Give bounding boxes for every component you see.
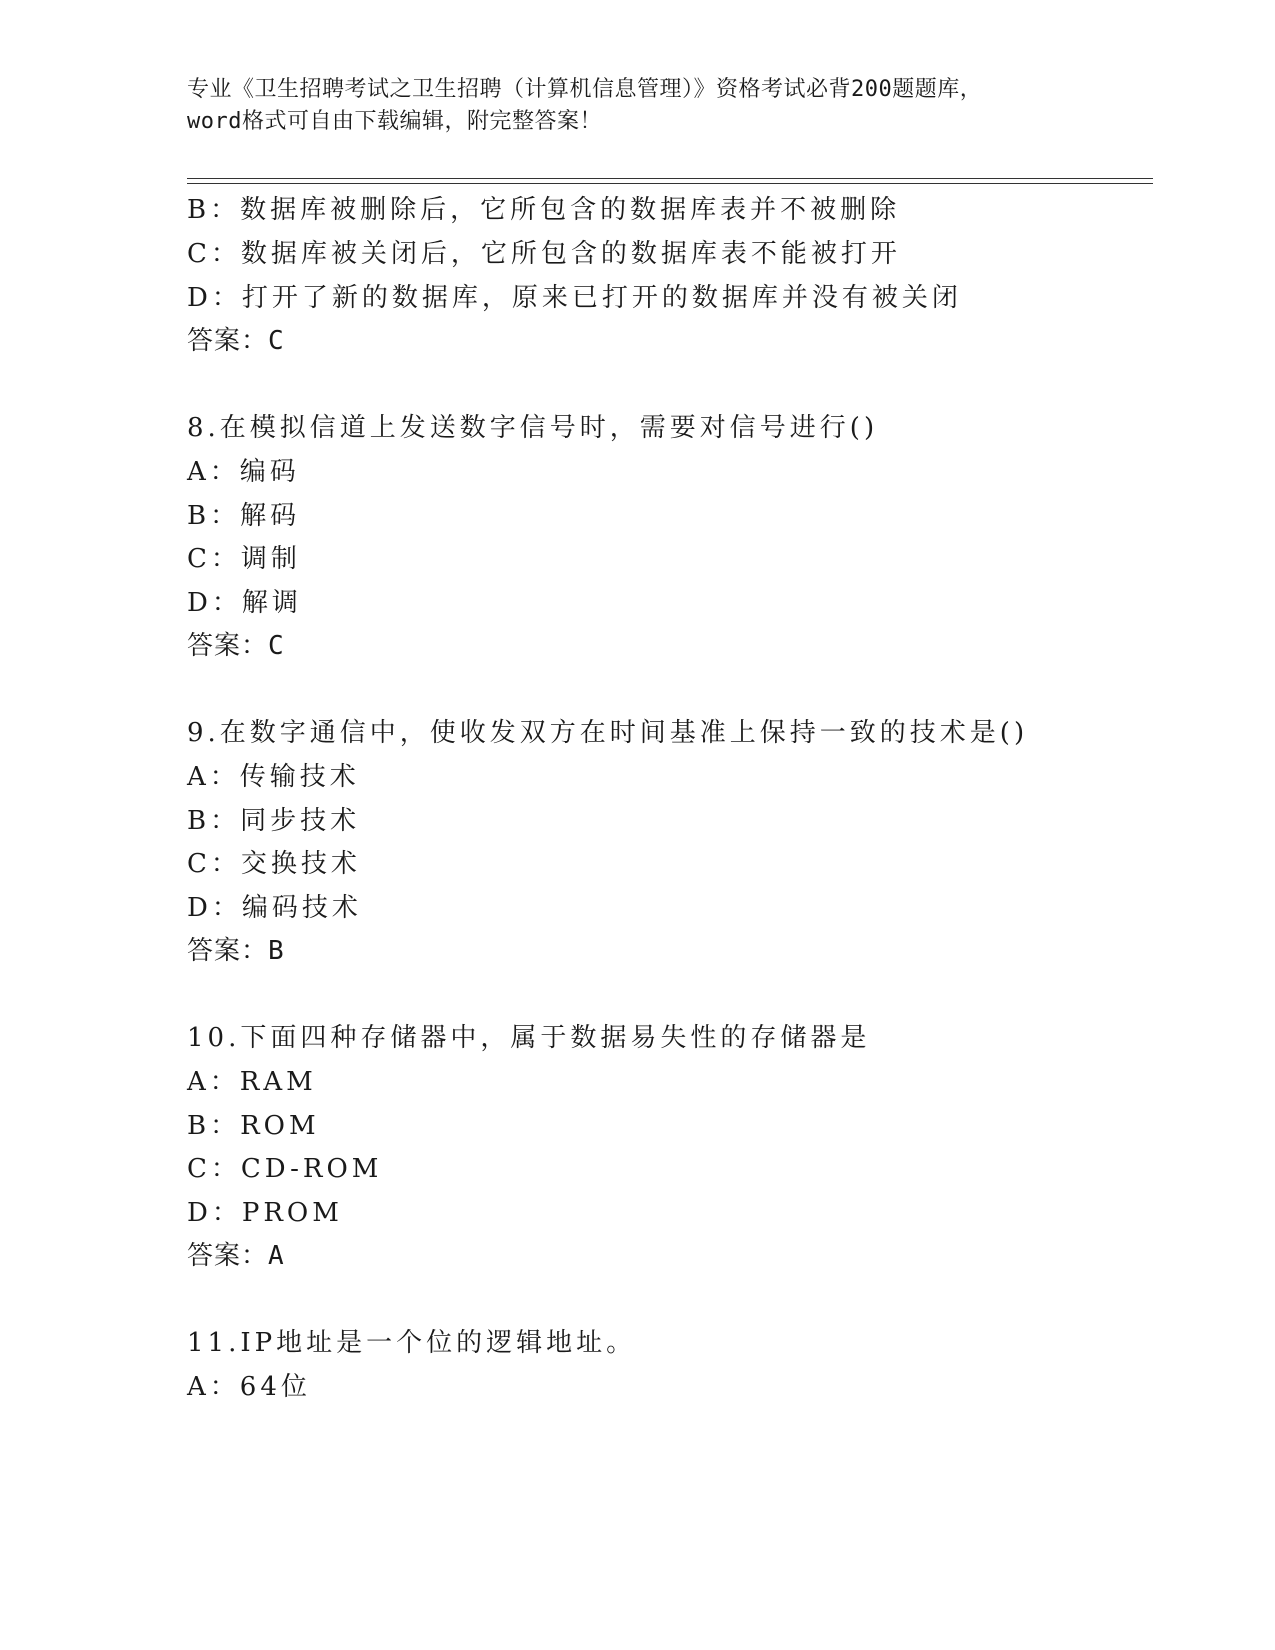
q7-option-d: D：打开了新的数据库，原来已打开的数据库并没有被关闭 xyxy=(187,283,962,313)
q9-option-d: D：编码技术 xyxy=(187,893,362,923)
q9-option-b: B：同步技术 xyxy=(187,806,361,836)
q10-option-a: A：RAM xyxy=(187,1067,317,1097)
header-title-line-1: 专业《卫生招聘考试之卫生招聘（计算机信息管理）》资格考试必背200题题库， xyxy=(187,77,983,102)
q9-option-a: A：传输技术 xyxy=(187,762,360,792)
q9-option-c: C：交换技术 xyxy=(187,849,361,879)
q10-answer: 答案：A xyxy=(187,1241,285,1271)
q7-option-b: B：数据库被删除后，它所包含的数据库表并不被删除 xyxy=(187,195,901,225)
q8-option-a: A：编码 xyxy=(187,457,300,487)
q8-option-d: D：解调 xyxy=(187,588,302,618)
q10-question: 10.下面四种存储器中，属于数据易失性的存储器是 xyxy=(187,1023,871,1053)
q8-answer: 答案：C xyxy=(187,631,285,661)
q10-option-c: C：CD-ROM xyxy=(187,1154,383,1184)
header-divider-bottom xyxy=(187,183,1153,184)
q11-question: 11.IP地址是一个位的逻辑地址。 xyxy=(187,1328,637,1358)
q9-answer: 答案：B xyxy=(187,936,285,966)
header-title-line-2: word格式可自由下载编辑，附完整答案！ xyxy=(187,109,602,134)
q7-answer: 答案：C xyxy=(187,326,285,356)
q8-option-c: C：调制 xyxy=(187,544,301,574)
document-header xyxy=(187,74,1087,138)
q8-option-b: B：解码 xyxy=(187,501,301,531)
q11-option-a: A：64位 xyxy=(187,1372,311,1402)
q10-option-d: D：PROM xyxy=(187,1198,343,1228)
q7-option-c: C：数据库被关闭后，它所包含的数据库表不能被打开 xyxy=(187,239,901,269)
q8-question: 8.在模拟信道上发送数字信号时，需要对信号进行() xyxy=(187,413,879,443)
q10-option-b: B：ROM xyxy=(187,1111,320,1141)
q9-question: 9.在数字通信中，使收发双方在时间基准上保持一致的技术是() xyxy=(187,718,1029,748)
header-divider-top xyxy=(187,178,1153,179)
